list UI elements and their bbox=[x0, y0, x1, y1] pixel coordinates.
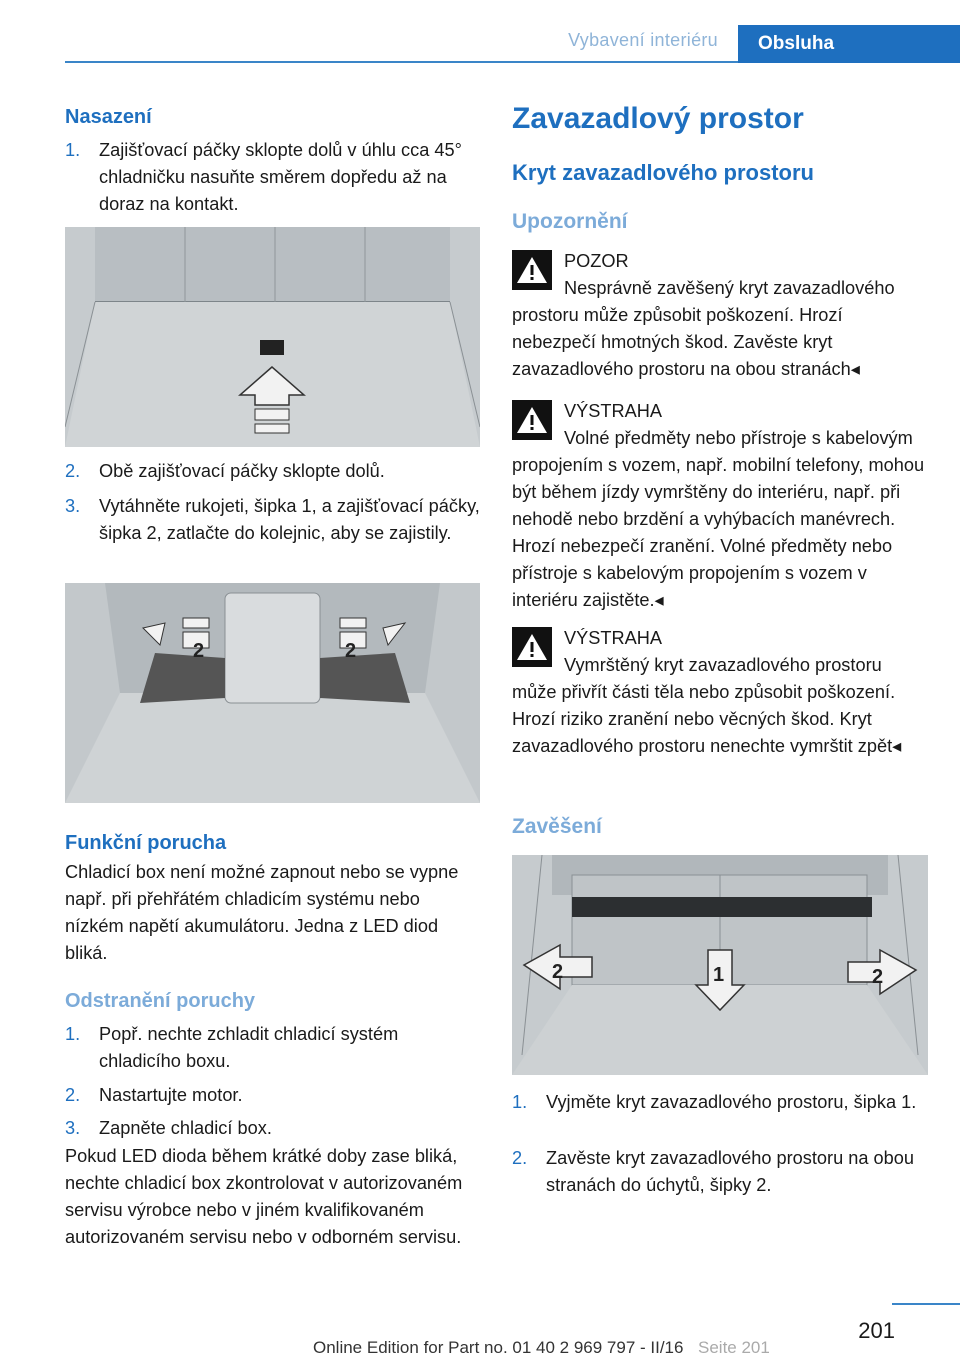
cargo-cover-image bbox=[512, 855, 928, 1075]
list-item: 1. Popř. nechte zchladit chladicí systém chladicího boxu. bbox=[65, 1024, 399, 1071]
header-section: Vybavení interiéru bbox=[568, 30, 718, 50]
list-item: 2. Zavěste kryt zavazadlového prostoru na obou stranách do úchytů, šipky 2. bbox=[512, 1148, 915, 1195]
page-number: 201 bbox=[858, 1318, 895, 1343]
coolbox-image bbox=[65, 583, 480, 803]
heading-fault: Funkční porucha bbox=[65, 832, 227, 854]
footer-watermark: Seite 201 bbox=[698, 1338, 770, 1357]
warning-box: VÝSTRAHA Volné předměty nebo přístroje s kabelovým propojením s vozem, např. mobilní telefony, mohou být během jízdy vymrštěny do interiéru, např. při nehodě nebo brzdění a vyhýbacích manévrech. Hrozí nebezpečí zranění. Volné předměty nebo přístroje s kabelovým propojením s vozem v interiéru zajistěte.◂ bbox=[512, 401, 925, 610]
warning-box: POZOR Nesprávně zavěšený kryt zavazadlového prostoru může způsobit poškození. Hrozí nebezpečí hmotných škod. Zavěste kryt zavazadlového prostoru na obou stranách◂ bbox=[512, 251, 895, 379]
footer-rule bbox=[892, 1303, 960, 1305]
footer-edition: Online Edition for Part no. 01 40 2 969 797 - II/16 bbox=[313, 1338, 684, 1357]
heading-warning: Upozornění bbox=[512, 210, 628, 233]
list-item: 3. Vytáhněte rukojeti, šipka 1, a zajišťovací páčky, šipka 2, zatlačte do kolejnic, aby se zajistily. bbox=[65, 496, 480, 543]
fix-text: Pokud LED dioda během krátké doby zase bliká, nechte chladicí box zkontrolovat v autorizovaném servisu výrobce nebo v jiném kvalifikovaném autorizovaném servisu nebo v odborném servisu. bbox=[65, 1146, 463, 1247]
arrow-label: 1 bbox=[713, 964, 725, 986]
arrow-label: 2 bbox=[193, 640, 205, 662]
arrow-label: 2 bbox=[552, 961, 564, 983]
warning-box: VÝSTRAHA Vymrštěný kryt zavazadlového prostoru může přivřít části těla nebo způsobit poškození. Hrozí riziko zranění nebo věcných škod. Kryt zavazadlového prostoru nenechte vymrštit zpět◂ bbox=[512, 628, 902, 756]
header-tab: Obsluha bbox=[738, 25, 960, 63]
page-title: Zavazadlový prostor bbox=[512, 102, 804, 135]
arrow-label: 2 bbox=[345, 640, 357, 662]
list-item: 1. Zajišťovací páčky sklopte dolů v úhlu cca 45° chladničku nasuňte směrem dopředu až na doraz na kontakt. bbox=[65, 140, 462, 214]
arrow-label: 2 bbox=[872, 966, 884, 988]
heading-nasazeni: Nasazení bbox=[65, 106, 152, 128]
list-item: 1. Vyjměte kryt zavazadlového prostoru, šipka 1. bbox=[512, 1092, 917, 1112]
cargo-floor-image bbox=[65, 227, 480, 447]
heading-fix: Odstranění poruchy bbox=[65, 990, 256, 1012]
subtitle: Kryt zavazadlového prostoru bbox=[512, 160, 814, 185]
fault-text: Chladicí box není možné zapnout nebo se vypne např. při přehřátém chladicím systému nebo nízkém napětí akumulátoru. Jedna z LED diod bliká. bbox=[65, 862, 459, 963]
heading-hanging: Zavěšení bbox=[512, 815, 602, 838]
